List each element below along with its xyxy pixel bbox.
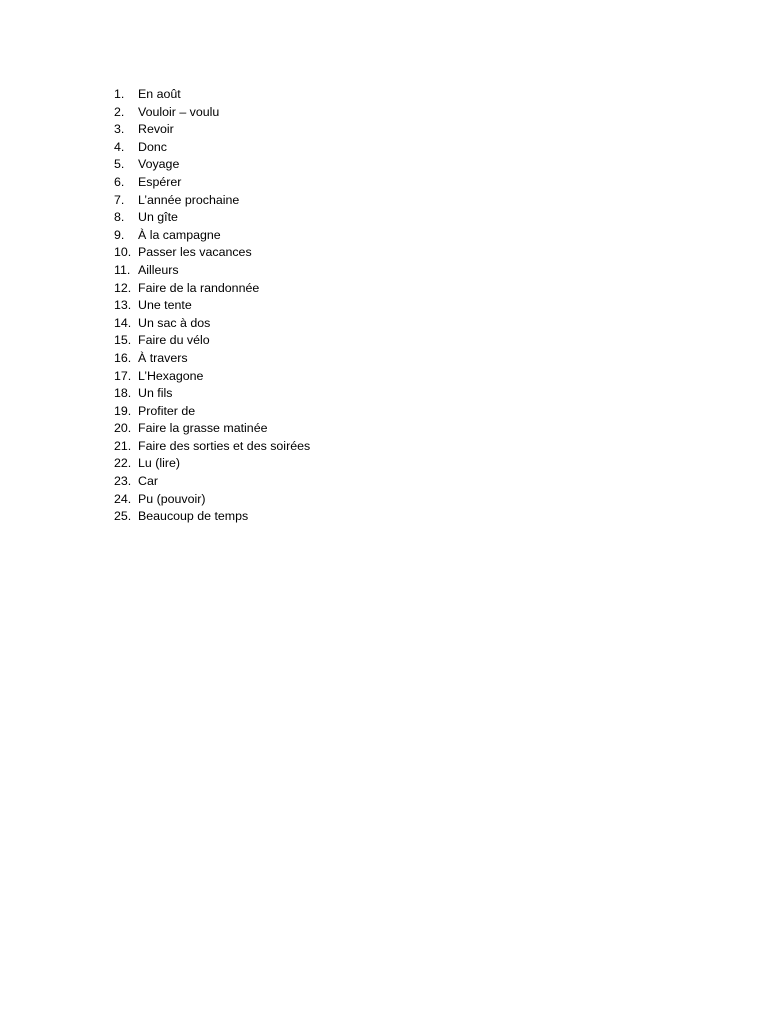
list-item: [114, 315, 310, 333]
list-item: [114, 121, 310, 139]
list-item-number: 9.: [114, 227, 125, 242]
list-item-number: 1.: [114, 87, 125, 101]
list-item-text: Car: [138, 474, 158, 489]
list-item: [114, 209, 310, 227]
list-item-text: Faire des sorties et des soirées: [138, 438, 311, 453]
list-item-number: 11.: [114, 262, 131, 277]
list-item: [114, 385, 310, 403]
list-item: [114, 403, 310, 421]
list-item-number: 7.: [114, 192, 125, 207]
list-item-text: Un sac à dos: [138, 315, 211, 330]
list-item-text: À travers: [138, 350, 188, 365]
list-item-text: En août: [138, 87, 181, 101]
list-item-text: Beaucoup de temps: [138, 509, 249, 524]
list-item: [114, 227, 310, 245]
list-item: [114, 455, 310, 473]
list-item: [114, 104, 310, 122]
list-item: [114, 368, 310, 386]
list-item-text: L’Hexagone: [138, 368, 204, 383]
list-item: [114, 508, 310, 526]
list-item-text: Faire de la randonnée: [138, 280, 260, 295]
list-item-text: Voyage: [138, 157, 180, 172]
vocabulary-list: [114, 86, 310, 526]
list-item-number: 14.: [114, 315, 132, 330]
list-item-number: 23.: [114, 474, 132, 489]
list-item-number: 19.: [114, 403, 132, 418]
list-item-number: 6.: [114, 174, 125, 189]
list-item-number: 15.: [114, 333, 132, 348]
list-item-number: 16.: [114, 350, 132, 365]
list-item: [114, 473, 310, 491]
list-item-number: 13.: [114, 298, 132, 313]
list-item: [114, 438, 310, 456]
list-item-text: À la campagne: [138, 227, 221, 242]
list-item-text: Donc: [138, 139, 167, 154]
list-item-text: Vouloir – voulu: [138, 104, 220, 119]
list-item-text: Ailleurs: [138, 262, 179, 277]
list-item: [114, 491, 310, 509]
list-item: [114, 174, 310, 192]
list-item-number: 18.: [114, 386, 132, 401]
list-item: [114, 262, 310, 280]
list-item-text: Espérer: [138, 174, 182, 189]
list-item-text: Passer les vacances: [138, 245, 252, 260]
list-item-text: Profiter de: [138, 403, 196, 418]
list-item-number: 2.: [114, 104, 125, 119]
list-item: [114, 192, 310, 210]
list-item: [114, 244, 310, 262]
list-item-number: 4.: [114, 139, 125, 154]
list-item: [114, 280, 310, 298]
list-item: [114, 297, 310, 315]
list-item: [114, 139, 310, 157]
list-item-number: 20.: [114, 421, 132, 436]
list-item-text: Une tente: [138, 298, 192, 313]
list-item: [114, 156, 310, 174]
list-item-number: 12.: [114, 280, 132, 295]
list-item-number: 3.: [114, 122, 125, 137]
list-item-text: Faire la grasse matinée: [138, 421, 268, 436]
list-item-number: 21.: [114, 438, 132, 453]
list-item: [114, 86, 310, 104]
list-item-number: 25.: [114, 509, 132, 524]
list-item-number: 22.: [114, 456, 132, 471]
list-item-text: Lu (lire): [138, 456, 180, 471]
list-item-text: Un fils: [138, 386, 173, 401]
list-item-text: Revoir: [138, 122, 174, 137]
list-item-number: 10.: [114, 245, 132, 260]
list-item-number: 17.: [114, 368, 132, 383]
list-item-number: 5.: [114, 157, 125, 172]
list-item-text: Faire du vélo: [138, 333, 210, 348]
list-item-text: Un gîte: [138, 210, 178, 225]
list-item: [114, 332, 310, 350]
list-item-number: 24.: [114, 491, 132, 506]
list-item-text: Pu (pouvoir): [138, 491, 206, 506]
list-item-number: 8.: [114, 210, 125, 225]
list-item: [114, 350, 310, 368]
list-item: [114, 420, 310, 438]
list-item-text: L’année prochaine: [138, 192, 240, 207]
